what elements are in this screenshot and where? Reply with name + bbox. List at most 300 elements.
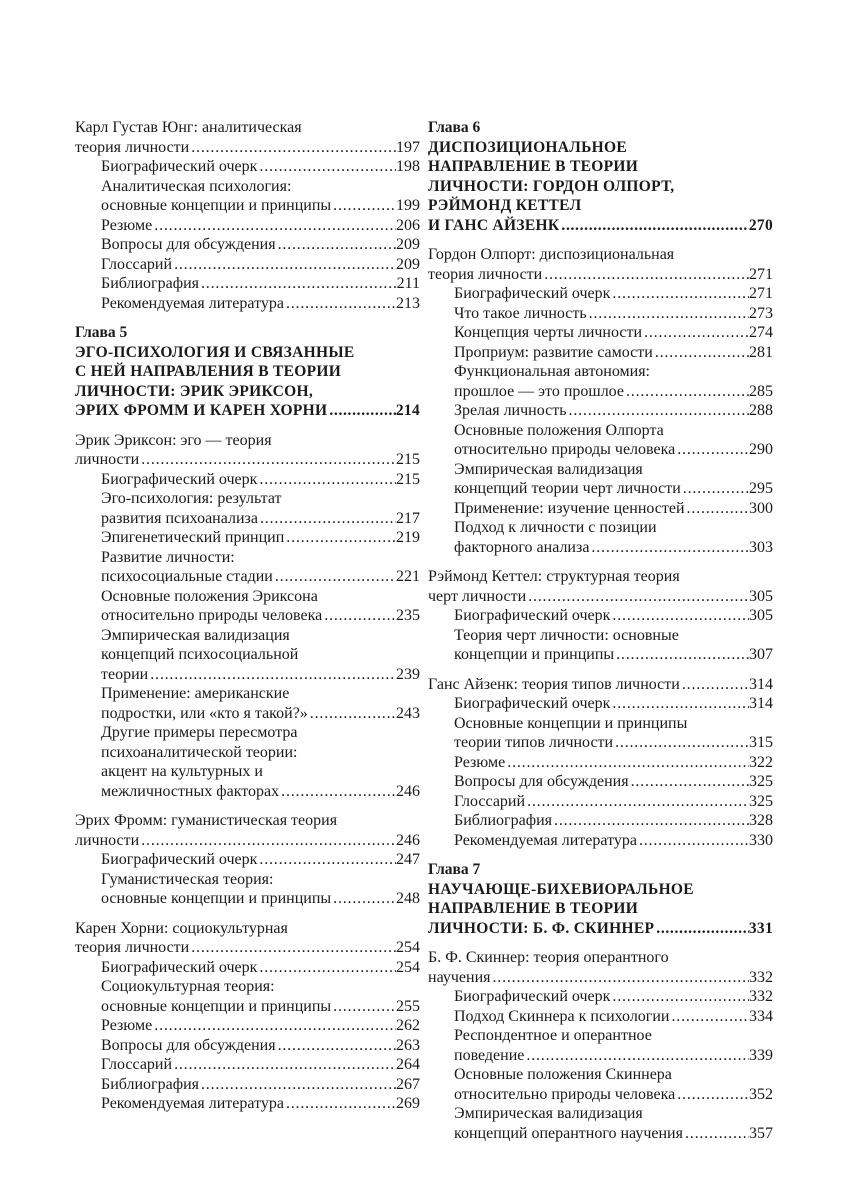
toc-entry: [428, 587, 773, 607]
toc-subentry: [75, 1075, 420, 1095]
dot-leader: [505, 753, 749, 773]
entry-text: Основные положения Олпорта: [454, 421, 664, 439]
page-number: 215: [396, 451, 420, 468]
page-number: 262: [396, 1017, 420, 1034]
entry-text: Социокультурная теория:: [101, 978, 275, 995]
dot-leader: [172, 1055, 396, 1075]
chapter-title-line: С НЕЙ НАПРАВЛЕНИЯ В ТЕОРИИ: [75, 363, 342, 380]
page-number: 332: [749, 968, 773, 986]
dot-leader: [675, 1085, 749, 1105]
chapter-title-line: НАУЧАЮЩЕ-БИХЕВИОРАЛЬНОЕ: [428, 880, 694, 898]
chapter-title-line: ДИСПОЗИЦИОНАЛЬНОЕ: [428, 138, 628, 156]
dot-leader: [681, 479, 749, 499]
dot-leader: [610, 987, 749, 1007]
page-number: 325: [749, 773, 773, 790]
chapter-title-line: ЛИЧНОСТИ: Б. Ф. СКИННЕР: [428, 919, 655, 937]
entry-text: Биографический очерк: [101, 851, 258, 868]
dot-leader: [675, 440, 749, 460]
entry-text: концепций психосоциальной: [101, 646, 299, 663]
page-number: 221: [396, 568, 420, 585]
toc-subentry: [75, 997, 420, 1017]
page-number: 314: [749, 695, 773, 712]
toc-subentry: [428, 1026, 773, 1046]
toc-subentry: [75, 626, 420, 646]
dot-leader: [610, 606, 749, 626]
toc-subentry: [428, 382, 773, 402]
chapter-label: Глава 5: [75, 324, 128, 341]
entry-text: Применение: изучение ценностей: [454, 499, 685, 517]
entry-text: личности: [75, 831, 140, 849]
entry-text: факторного анализа: [454, 538, 590, 556]
toc-subentry: [428, 1124, 773, 1144]
toc-subentry: [428, 626, 773, 646]
dot-leader: [637, 831, 749, 851]
entry-text: Биографический очерк: [101, 958, 258, 976]
toc-subentry: [75, 548, 420, 568]
entry-text: Эпигенетический принцип: [101, 529, 285, 546]
chapter-label: Глава 6: [428, 119, 481, 136]
dot-leader: [567, 401, 749, 421]
page-number: 199: [396, 197, 420, 214]
page-number: 197: [396, 138, 420, 156]
toc-subentry: [428, 323, 773, 343]
page-number: 209: [396, 255, 420, 273]
toc-subentry: [428, 831, 773, 851]
toc-subentry: [428, 479, 773, 499]
page-number: 334: [749, 1007, 773, 1025]
toc-subentry: [428, 1104, 773, 1124]
entry-text: концепций теории черт личности: [454, 480, 681, 497]
dot-leader: [152, 216, 396, 236]
entry-text: Развитие личности:: [101, 548, 235, 566]
entry-text: Карен Хорни: социокультурная: [75, 919, 288, 937]
dot-leader: [284, 528, 396, 548]
dot-leader: [139, 450, 396, 470]
page-number: 269: [396, 1095, 420, 1112]
page-number: 331: [748, 919, 773, 937]
dot-leader: [589, 538, 749, 558]
toc-subentry: [75, 509, 420, 529]
toc-subentry: [428, 1085, 773, 1105]
page-number: 357: [749, 1124, 773, 1142]
entry-text: Глоссарий: [101, 1056, 173, 1073]
toc-entry: [428, 948, 773, 968]
entry-text: относительно природы человека: [101, 607, 323, 624]
toc-section: [428, 675, 773, 851]
page-number: 217: [396, 509, 420, 527]
entry-text: основные концепции и принципы: [101, 997, 332, 1015]
toc-subentry: [428, 792, 773, 812]
dot-leader: [610, 694, 749, 714]
dot-leader: [273, 567, 396, 587]
entry-text: Ганс Айзенк: теория типов личности: [428, 675, 680, 693]
toc-entry: [75, 450, 420, 470]
toc-subentry: [428, 460, 773, 480]
dot-leader: [331, 997, 396, 1017]
dot-leader: [526, 587, 749, 607]
toc-subentry: [428, 1007, 773, 1027]
dot-leader: [139, 831, 396, 851]
dot-leader: [308, 704, 396, 724]
entry-text: Теория черт личности: основные: [454, 626, 679, 644]
entry-text: Эрих Фромм: гуманистическая теория: [75, 812, 338, 829]
dot-leader: [642, 323, 749, 343]
page-number: 295: [749, 480, 773, 497]
entry-text: Респондентное и оперантное: [454, 1027, 652, 1044]
chapter-title-line: И ГАНС АЙЗЕНК: [428, 216, 560, 234]
toc-subentry: [75, 723, 420, 743]
dot-leader: [542, 265, 749, 285]
chapter-title-entry: [428, 216, 773, 236]
toc-subentry: [428, 753, 773, 773]
page-number: 290: [749, 441, 773, 458]
toc-subentry: [428, 538, 773, 558]
toc-right-column: [428, 118, 773, 1153]
toc-subentry: [75, 889, 420, 909]
toc-left-column: [75, 118, 420, 1124]
toc-subentry: [75, 177, 420, 197]
dot-leader: [331, 889, 396, 909]
toc-subentry: [428, 811, 773, 831]
toc-entry: [75, 831, 420, 851]
dot-leader: [629, 772, 749, 792]
entry-text: Вопросы для обсуждения: [454, 773, 629, 790]
dot-leader: [552, 811, 749, 831]
toc-subentry: [75, 196, 420, 216]
toc-entry: [75, 431, 420, 451]
entry-text: Резюме: [101, 1017, 153, 1034]
entry-text: Биографический очерк: [101, 470, 258, 488]
toc-section: [428, 948, 773, 1143]
toc-subentry: [428, 499, 773, 519]
chapter-heading: [428, 118, 773, 235]
chapter-label: Глава 7: [428, 861, 481, 878]
toc-entry: [428, 265, 773, 285]
page-number: 235: [396, 607, 420, 624]
toc-subentry: [75, 704, 420, 724]
page-number: 243: [396, 704, 420, 722]
toc-subentry: [428, 343, 773, 363]
entry-text: Что такое личность: [454, 304, 587, 322]
entry-text: теория личности: [75, 939, 190, 956]
entry-text: Подход к личности с позиции: [454, 519, 657, 536]
toc-subentry: [428, 421, 773, 441]
dot-leader: [276, 1036, 396, 1056]
entry-text: концепции и принципы: [454, 646, 615, 663]
dot-leader: [490, 968, 749, 988]
toc-entry: [428, 245, 773, 265]
toc-subentry: [75, 958, 420, 978]
dot-leader: [525, 792, 749, 812]
entry-text: Биографический очерк: [454, 695, 611, 712]
entry-text: Вопросы для обсуждения: [101, 1036, 276, 1054]
entry-text: Подход Скиннера к психологии: [454, 1007, 670, 1025]
toc-subentry: [428, 733, 773, 753]
dot-leader: [624, 382, 749, 402]
entry-text: Эмпирическая валидизация: [454, 460, 643, 478]
entry-text: поведение: [454, 1046, 525, 1064]
dot-leader: [683, 1124, 749, 1144]
entry-text: Резюме: [454, 753, 506, 771]
entry-text: теории типов личности: [454, 734, 614, 751]
entry-text: прошлое — это прошлое: [454, 382, 624, 400]
entry-text: Основные концепции и принципы: [454, 714, 688, 732]
entry-text: Библиография: [101, 275, 199, 292]
toc-subentry: [75, 587, 420, 607]
page-number: 209: [396, 236, 420, 253]
page-number: 300: [749, 499, 773, 517]
toc-subentry: [75, 606, 420, 626]
entry-text: Глоссарий: [454, 792, 526, 810]
entry-text: Зрелая личность: [454, 402, 567, 419]
toc-entry: [428, 567, 773, 587]
dot-leader: [284, 1094, 396, 1114]
entry-text: основные концепции и принципы: [101, 890, 332, 907]
page-number: 246: [396, 831, 420, 849]
entry-text: Другие примеры пересмотра: [101, 724, 298, 741]
toc-subentry: [428, 772, 773, 792]
entry-text: психоаналитической теории:: [101, 743, 298, 761]
toc-entry: [428, 968, 773, 988]
toc-subentry: [75, 977, 420, 997]
toc-section: [428, 245, 773, 557]
page-number: 285: [749, 382, 773, 400]
toc-subentry: [428, 1065, 773, 1085]
dot-leader: [331, 196, 396, 216]
entry-text: Проприум: развитие самости: [454, 343, 653, 361]
chapter-title-line: НАПРАВЛЕНИЕ В ТЕОРИИ: [428, 900, 639, 917]
page-number: 246: [396, 782, 420, 800]
toc-section: [75, 919, 420, 1114]
entry-text: Эмпирическая валидизация: [101, 626, 290, 644]
toc-subentry: [75, 274, 420, 294]
chapter-title-line: ЛИЧНОСТИ: ЭРИК ЭРИКСОН,: [75, 382, 314, 400]
page-number: 315: [749, 734, 773, 751]
entry-text: теория личности: [75, 138, 190, 156]
entry-text: Гордон Олпорт: диспозициональная: [428, 246, 675, 263]
page-number: 274: [749, 324, 773, 341]
toc-subentry: [428, 645, 773, 665]
page-number: 273: [749, 304, 773, 322]
dot-leader: [685, 499, 749, 519]
entry-text: относительно природы человека: [454, 441, 676, 458]
toc-subentry: [75, 665, 420, 685]
page-number: 325: [749, 792, 773, 810]
entry-text: Вопросы для обсуждения: [101, 236, 276, 253]
page-number: 305: [749, 607, 773, 624]
dot-leader: [524, 1046, 749, 1066]
toc-subentry: [428, 440, 773, 460]
toc-section: [75, 118, 420, 313]
entry-text: относительно природы человека: [454, 1085, 676, 1103]
page-number: 332: [749, 988, 773, 1005]
toc-subentry: [75, 216, 420, 236]
dot-leader: [172, 255, 396, 275]
toc-subentry: [75, 489, 420, 509]
page-number: 198: [396, 158, 420, 175]
chapter-title-entry: [428, 919, 773, 939]
toc-section: [428, 567, 773, 665]
entry-text: Аналитическая психология:: [101, 177, 292, 195]
toc-subentry: [75, 850, 420, 870]
entry-text: научения: [428, 968, 491, 986]
entry-text: Рекомендуемая литература: [101, 1095, 284, 1112]
page-number: 254: [396, 958, 420, 976]
toc-subentry: [75, 782, 420, 802]
toc-entry: [75, 811, 420, 831]
page-number: 254: [396, 939, 420, 956]
toc-entry: [428, 675, 773, 695]
page-number: 271: [749, 265, 773, 283]
page-number: 219: [396, 529, 420, 546]
dot-leader: [653, 343, 749, 363]
entry-text: Библиография: [454, 812, 552, 829]
entry-text: Основные положения Эриксона: [101, 587, 318, 605]
dot-leader: [670, 1007, 750, 1027]
page-number: 239: [396, 665, 420, 683]
page-number: 264: [396, 1056, 420, 1073]
entry-text: Функциональная автономия:: [454, 363, 650, 380]
entry-text: подростки, или «кто я такой?»: [101, 704, 308, 722]
toc-entry: [75, 919, 420, 939]
toc-subentry: [428, 606, 773, 626]
toc-subentry: [428, 304, 773, 324]
page-number: 281: [749, 343, 773, 361]
entry-text: Б. Ф. Скиннер: теория оперантного: [428, 949, 669, 966]
chapter-title-line: ЭГО-ПСИХОЛОГИЯ И СВЯЗАННЫЕ: [75, 343, 355, 361]
dot-leader: [148, 665, 396, 685]
page-number: 206: [396, 216, 420, 234]
chapter-heading: [75, 323, 420, 421]
chapter-title-line: ЛИЧНОСТИ: ГОРДОН ОЛПОРТ,: [428, 177, 675, 195]
dot-leader: [613, 733, 749, 753]
toc-subentry: [75, 1016, 420, 1036]
toc-subentry: [428, 362, 773, 382]
entry-text: Концепция черты личности: [454, 324, 643, 341]
entry-text: личности: [75, 451, 140, 468]
dot-leader: [257, 157, 396, 177]
page-number: 267: [396, 1075, 420, 1093]
dot-leader: [257, 470, 396, 490]
entry-text: Применение: американские: [101, 685, 290, 702]
entry-text: Биографический очерк: [101, 158, 258, 175]
entry-text: Эмпирическая валидизация: [454, 1105, 643, 1122]
page-number: 305: [749, 587, 773, 605]
page-number: 339: [749, 1046, 773, 1064]
toc-subentry: [75, 157, 420, 177]
toc-subentry: [75, 645, 420, 665]
page-number: 271: [749, 285, 773, 302]
toc-subentry: [75, 255, 420, 275]
entry-text: Карл Густав Юнг: аналитическая: [75, 119, 302, 136]
page-number: 288: [749, 402, 773, 419]
entry-text: теории: [101, 665, 149, 683]
toc-subentry: [75, 684, 420, 704]
dot-leader: [199, 1075, 396, 1095]
entry-text: Рэймонд Кеттел: структурная теория: [428, 568, 680, 585]
entry-text: Биографический очерк: [454, 285, 611, 302]
entry-text: Биографический очерк: [454, 988, 611, 1005]
entry-text: Биографический очерк: [454, 607, 611, 624]
entry-text: развития психоанализа: [101, 509, 258, 527]
toc-entry: [75, 938, 420, 958]
chapter-title-entry: [75, 401, 420, 421]
dot-leader: [322, 606, 396, 626]
dot-leader: [559, 216, 748, 236]
toc-subentry: [75, 1094, 420, 1114]
page-number: 328: [749, 812, 773, 829]
page-number: 270: [748, 216, 773, 234]
dot-leader: [152, 1016, 396, 1036]
entry-text: черт личности: [428, 587, 527, 605]
entry-text: Рекомендуемая литература: [454, 831, 637, 849]
chapter-heading: [428, 860, 773, 938]
dot-leader: [257, 850, 396, 870]
toc-subentry: [75, 567, 420, 587]
entry-text: Эго-психология: результат: [101, 490, 282, 507]
chapter-title-line: НАПРАВЛЕНИЕ В ТЕОРИИ: [428, 158, 639, 175]
entry-text: Резюме: [101, 216, 153, 234]
page-number: 307: [749, 646, 773, 663]
toc-subentry: [75, 1036, 420, 1056]
toc-subentry: [428, 714, 773, 734]
page-number: 211: [396, 275, 420, 292]
dot-leader: [654, 919, 749, 939]
dot-leader: [327, 401, 396, 421]
page-number: 352: [749, 1085, 773, 1103]
dot-leader: [276, 235, 396, 255]
entry-text: Глоссарий: [101, 255, 173, 273]
page-number: 263: [396, 1036, 420, 1054]
page-number: 255: [396, 997, 420, 1015]
dot-leader: [284, 294, 396, 314]
toc-subentry: [428, 694, 773, 714]
dot-leader: [279, 782, 396, 802]
toc-subentry: [75, 870, 420, 890]
page-number: 214: [395, 402, 420, 419]
page-number: 247: [396, 851, 420, 868]
page-number: 314: [749, 675, 773, 693]
entry-text: Гуманистическая теория:: [101, 870, 274, 888]
entry-text: Эрик Эриксон: эго — теория: [75, 431, 272, 449]
chapter-title-line: ЭРИХ ФРОММ И КАРЕН ХОРНИ: [75, 402, 328, 419]
entry-text: Основные положения Скиннера: [454, 1066, 672, 1083]
toc-subentry: [75, 743, 420, 763]
toc-subentry: [428, 987, 773, 1007]
entry-text: психосоциальные стадии: [101, 568, 273, 585]
toc-subentry: [428, 1046, 773, 1066]
toc-subentry: [75, 1055, 420, 1075]
page-number: 213: [396, 294, 420, 312]
dot-leader: [199, 274, 397, 294]
toc-subentry: [428, 284, 773, 304]
dot-leader: [258, 509, 396, 529]
dot-leader: [680, 675, 749, 695]
toc-entry: [75, 138, 420, 158]
toc-subentry: [75, 294, 420, 314]
entry-text: Рекомендуемая литература: [101, 294, 284, 312]
page-number: 215: [396, 470, 420, 488]
entry-text: Библиография: [101, 1075, 199, 1093]
page-number: 330: [749, 831, 773, 849]
entry-text: акцент на культурных и: [101, 763, 263, 780]
dot-leader: [614, 645, 749, 665]
dot-leader: [587, 304, 749, 324]
entry-text: межличностных факторах: [101, 782, 280, 800]
toc-subentry: [428, 401, 773, 421]
toc-subentry: [75, 235, 420, 255]
dot-leader: [189, 138, 396, 158]
